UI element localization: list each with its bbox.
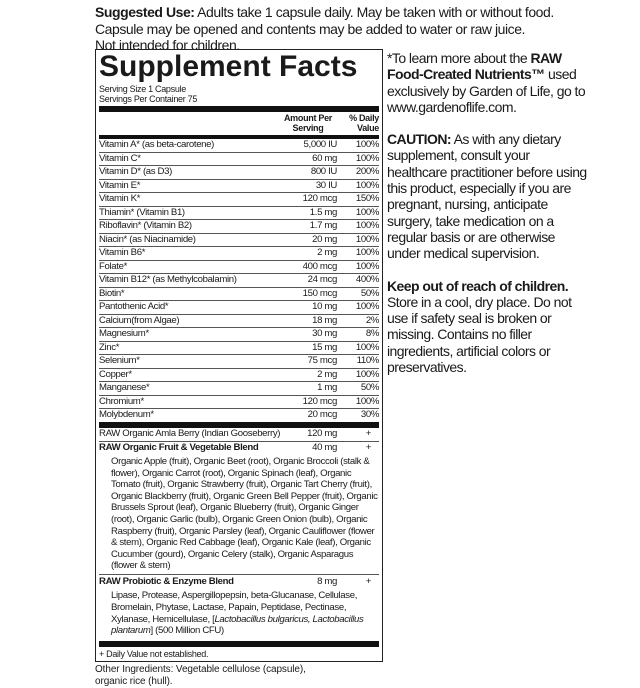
nutrient-dv: 100% bbox=[355, 139, 379, 150]
nutrient-dv: 100% bbox=[355, 206, 379, 218]
caution-note: CAUTION: As with any dietary supplement, consult your healthcare practitioner before using this product, especially if you are pregnant, nursing, anticipate surgery, take medication on a regular basis or are otherwise under medical supervision. bbox=[387, 131, 587, 262]
nutrient-dv: 30% bbox=[360, 409, 379, 420]
nutrient-amount: 60 mg bbox=[312, 152, 337, 164]
nutrient-name: Manganese* bbox=[99, 382, 150, 393]
other-ingredients: Other Ingredients: Vegetable cellulose (capsule), organic rice (hull). bbox=[95, 663, 306, 687]
nutrient-amount: 1.5 mg bbox=[309, 206, 337, 218]
nutrient-dv: 100% bbox=[355, 152, 379, 164]
amla-row: RAW Organic Amla Berry (Indian Gooseberry) 120 mg + bbox=[99, 428, 379, 442]
nutrient-row bbox=[99, 288, 379, 302]
nutrient-name: Vitamin B12* (as Methylcobalamin) bbox=[99, 274, 237, 285]
nutrient-row bbox=[99, 396, 379, 410]
nutrient-amount: 30 IU bbox=[315, 179, 337, 191]
nutrient-dv: 100% bbox=[355, 220, 379, 231]
amount-header: Amount Per Serving bbox=[283, 113, 332, 133]
suggested-use-line: Adults take 1 capsule daily. May be taken with or without food. bbox=[197, 4, 554, 20]
nutrient-list bbox=[99, 139, 379, 422]
nutrient-amount: 1.7 mg bbox=[309, 220, 337, 231]
nutrient-name: Thiamin* (Vitamin B1) bbox=[99, 206, 185, 218]
nutrient-amount: 2 mg bbox=[317, 368, 337, 380]
nutrient-row bbox=[99, 382, 379, 396]
nutrient-dv: 200% bbox=[355, 166, 379, 177]
nutrient-name: Vitamin A* (as beta-carotene) bbox=[99, 139, 214, 150]
nutrient-row bbox=[99, 166, 379, 180]
suggested-use-label: Suggested Use: bbox=[95, 4, 195, 20]
nutrient-amount: 1 mg bbox=[317, 382, 337, 393]
nutrient-dv: 150% bbox=[355, 193, 379, 204]
nutrient-dv: 50% bbox=[360, 382, 379, 393]
nutrient-dv: 50% bbox=[360, 287, 379, 299]
nutrient-dv: 2% bbox=[365, 314, 379, 326]
panel-title: Supplement Facts bbox=[99, 51, 358, 82]
nutrient-name: Calcium(from Algae) bbox=[99, 314, 180, 326]
nutrient-row bbox=[99, 328, 379, 342]
nutrient-row bbox=[99, 261, 379, 275]
nutrient-name: Vitamin D* (as D3) bbox=[99, 166, 172, 177]
serving-size: Serving Size 1 Capsule bbox=[99, 84, 186, 94]
nutrient-amount: 2 mg bbox=[317, 247, 337, 258]
nutrient-name: Magnesium* bbox=[99, 328, 149, 339]
nutrient-amount: 120 mcg bbox=[302, 395, 337, 407]
nutrient-row bbox=[99, 207, 379, 221]
nutrient-name: Zinc* bbox=[99, 341, 120, 353]
nutrient-dv: 100% bbox=[355, 260, 379, 272]
probiotic-blend-row: RAW Probiotic & Enzyme Blend 8 mg + bbox=[99, 576, 371, 588]
nutrient-amount: 10 mg bbox=[312, 301, 337, 312]
suggested-use-line: Not intended for children. bbox=[95, 37, 240, 53]
column-header bbox=[99, 112, 379, 135]
nutrient-dv: 100% bbox=[355, 395, 379, 407]
nutrient-dv: 100% bbox=[355, 301, 379, 312]
nutrient-name: Vitamin B6* bbox=[99, 247, 146, 258]
dv-header: % Daily Value bbox=[349, 113, 379, 133]
nutrient-row bbox=[99, 139, 379, 153]
nutrient-amount: 5,000 IU bbox=[303, 139, 337, 150]
nutrient-name: Vitamin C* bbox=[99, 152, 141, 164]
nutrient-row bbox=[99, 355, 379, 369]
nutrient-amount: 15 mg bbox=[312, 341, 337, 353]
nutrient-name: Copper* bbox=[99, 368, 132, 380]
nutrient-row bbox=[99, 234, 379, 248]
nutrient-amount: 18 mg bbox=[312, 314, 337, 326]
nutrient-amount: 120 mcg bbox=[302, 193, 337, 204]
nutrient-row bbox=[99, 193, 379, 207]
nutrient-row bbox=[99, 409, 379, 422]
nutrient-dv: 100% bbox=[355, 233, 379, 245]
nutrient-dv: 100% bbox=[355, 179, 379, 191]
probiotic-blend-ingredients: Lipase, Protease, Aspergillopepsin, beta-Glucanase, Cellulase, Bromelain, Phytase, Lactase, Papain, Peptidase, Pectinase, Xylanase, Hemicellulase, [Lactobacillus bulgaricus, Lactobacillus plantarum] (500 Million CFU) bbox=[111, 590, 364, 637]
nutrient-amount: 20 mcg bbox=[307, 409, 337, 420]
nutrient-name: Vitamin K* bbox=[99, 193, 141, 204]
fruit-blend-ingredients: Organic Apple (fruit), Organic Beet (root), Organic Broccoli (stalk & flower), Organic Carrot (root), Organic Spinach (leaf), Organic Tomato (fruit), Organic Strawberry (fruit), Organic Tart Cherry (fruit), Organic Blackberry (fruit), Organic Green Bell Pepper (fruit), Organic Brussels Sprout (leaf), Organic Blueberry (fruit), Organic Ginger (root), Organic Garlic (bulb), Organic Green Onion (bulb), Organic Raspberry (fruit), Organic Parsley (leaf), Organic Cauliflower (flower & stem), Organic Red Cabbage (leaf), Organic Kale (leaf), Organic Cucumber (gourd), Organic Celery (stalk), Organic Asparagus (flower & stem) bbox=[99, 455, 379, 575]
nutrient-name: Molybdenum* bbox=[99, 409, 154, 420]
nutrient-name: Biotin* bbox=[99, 287, 125, 299]
nutrient-name: Pantothenic Acid* bbox=[99, 301, 169, 312]
nutrient-row bbox=[99, 301, 379, 315]
nutrient-row bbox=[99, 369, 379, 383]
nutrient-amount: 75 mcg bbox=[307, 355, 337, 366]
nutrient-row bbox=[99, 180, 379, 194]
nutrient-dv: 100% bbox=[355, 247, 379, 258]
nutrient-name: Selenium* bbox=[99, 355, 140, 366]
nutrient-amount: 30 mg bbox=[312, 328, 337, 339]
suggested-use bbox=[95, 4, 640, 54]
supplement-facts-panel bbox=[95, 49, 383, 662]
nutrient-row bbox=[99, 274, 379, 288]
nutrient-row bbox=[99, 342, 379, 356]
nutrient-dv: 100% bbox=[355, 341, 379, 353]
nutrient-row bbox=[99, 315, 379, 329]
nutrient-row bbox=[99, 220, 379, 234]
nutrient-name: Niacin* (as Niacinamide) bbox=[99, 233, 196, 245]
nutrient-amount: 400 mcg bbox=[302, 260, 337, 272]
nutrient-dv: 100% bbox=[355, 368, 379, 380]
fruit-blend-row: RAW Organic Fruit & Vegetable Blend 40 mg + bbox=[99, 441, 371, 453]
nutrient-amount: 800 IU bbox=[310, 166, 337, 177]
side-notes bbox=[387, 50, 587, 375]
nutrient-amount: 24 mcg bbox=[307, 274, 337, 285]
nutrient-name: Vitamin E* bbox=[99, 179, 141, 191]
storage-note: Keep out of reach of children. Store in a cool, dry place. Do not use if safety seal is broken or missing. Contains no filler ingredients, artificial colors or preservatives. bbox=[387, 277, 572, 376]
nutrient-name: Folate* bbox=[99, 260, 127, 272]
left-column bbox=[95, 49, 383, 688]
footnote: + Daily Value not established. bbox=[99, 648, 209, 659]
nutrient-row bbox=[99, 153, 379, 167]
nutrient-amount: 20 mg bbox=[312, 233, 337, 245]
nutrient-amount: 150 mcg bbox=[302, 287, 337, 299]
nutrient-dv: 400% bbox=[355, 274, 379, 285]
servings-per-container: Servings Per Container 75 bbox=[99, 94, 198, 104]
nutrient-name: Chromium* bbox=[99, 395, 144, 407]
suggested-use-line: Capsule may be opened and contents may be added to water or raw juice. bbox=[95, 20, 526, 37]
learn-more-note: *To learn more about the RAW Food-Created Nutrients™ used exclusively by Garden of Life, go to www.gardenoflife.com. bbox=[387, 50, 586, 115]
nutrient-row bbox=[99, 247, 379, 261]
nutrient-dv: 8% bbox=[365, 328, 379, 339]
nutrient-name: Riboflavin* (Vitamin B2) bbox=[99, 220, 192, 231]
nutrient-dv: 110% bbox=[356, 355, 379, 366]
